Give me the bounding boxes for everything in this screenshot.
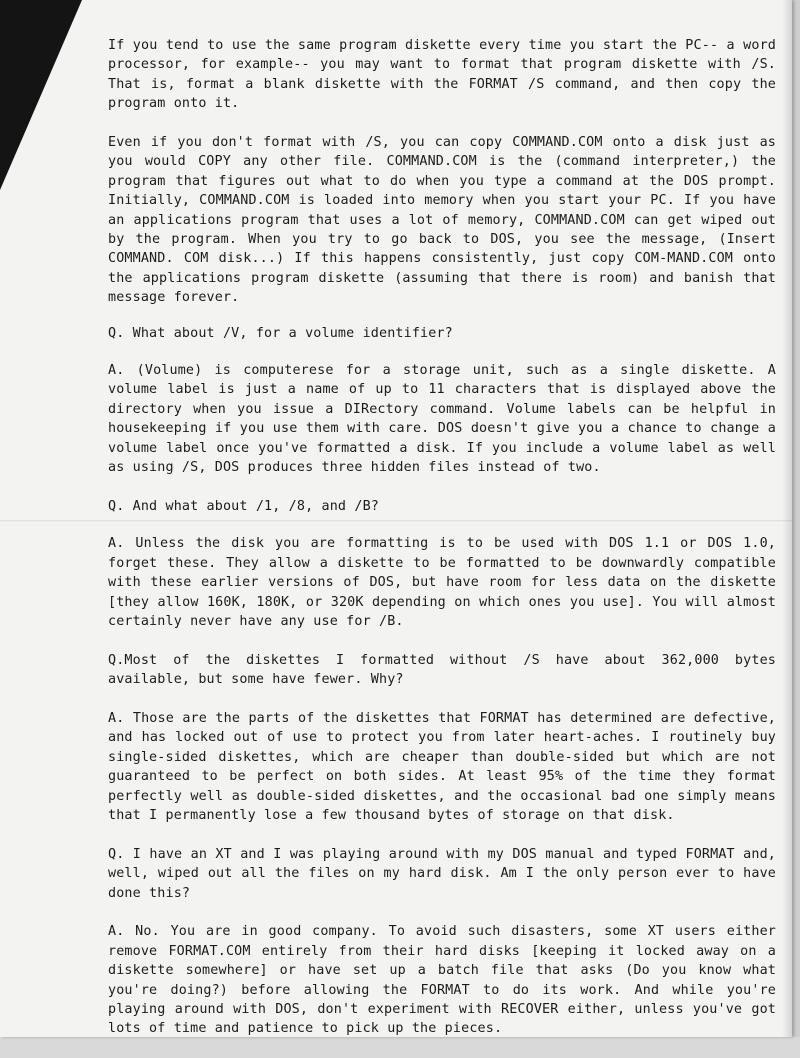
question-compat-switches: Q. And what about /1, /8, and /B? <box>108 498 379 514</box>
paragraph-command-com: Even if you don't format with /S, you can copy COMMAND.COM onto a disk just as you would COPY any other file. COMMAND.COM is the (command interpreter,) the program that figures out what to do when you type a command at the DOS prompt. Initially, COMMAND.COM is loaded into memory when you start your PC. If you have an applications program that uses a lot of memory, COMMAND.COM can get wiped out by the program. When you try to go back to DOS, you see the message, (Insert COMMAND. COM disk...) If this happens consistently, just copy COM-MAND.COM onto the applications program diskette (assuming that there is room) and banish that message forever. <box>108 135 776 306</box>
question-volume-switch: Q. What about /V, for a volume identifier? <box>108 325 453 341</box>
answer-hard-disk-format: A. No. You are in good company. To avoid such disasters, some XT users either remove FORMAT.COM entirely from their hard disks [keeping it locked away on a diskette somewhere] or have set up a batch file that asks (Do you know what you're doing?) before allowing the FORMAT to do its work. And while you're playing around with DOS, don't experiment with RECOVER either, unless you've got lots of time and patience to pick up the pieces. <box>108 924 776 1037</box>
question-hard-disk-format: Q. I have an XT and I was playing around with my DOS manual and typed FORMAT and, well, wiped out all the files on my hard disk. Am I the only person ever to have done this? <box>108 846 776 901</box>
answer-volume-switch: A. (Volume) is computerese for a storage unit, such as a single diskette. A volume label is just a name of up to 11 characters that is displayed above the directory when you issue a DIRectory command. Volume labels can be helpful in housekeeping if you use them with care. DOS doesn't give you a chance to change a volume label once you've formatted a disk. If you include a volume label as well as using /S, DOS produces three hidden files instead of two. <box>108 363 776 476</box>
answer-compat-switches: A. Unless the disk you are formatting is to be used with DOS 1.1 or DOS 1.0, forget these. They allow a diskette to be formatted to be downwardly compatible with these earlier versions of DOS, but have room for less data on the diskette [they allow 160K, 180K, or 320K depending on which ones you use]. You will almost certainly never have any use for /B. <box>108 536 776 629</box>
folded-corner <box>0 0 82 190</box>
question-bytes-available: Q.Most of the diskettes I formatted without /S have about 362,000 bytes available, but some have fewer. Why? <box>108 652 776 688</box>
answer-bytes-available: A. Those are the parts of the diskettes that FORMAT has determined are defective, and has locked out of use to protect you from later heart-aches. I routinely buy single-sided diskettes, which are cheaper than double-sided but which are not guaranteed to be perfect on both sides. At least 95% of the time they format perfectly well as double-sided diskettes, and the occasional bad one simply means that I permanently lose a few thousand bytes of storage on that disk. <box>108 710 776 823</box>
paragraph-program-diskette: If you tend to use the same program diskette every time you start the PC-- a word processor, for example-- you may want to format that program diskette with /S. That is, format a blank diskette with the FORMAT /S command, and then copy the program onto it. <box>108 38 776 112</box>
page-edge-shadow <box>782 0 792 1037</box>
document-body <box>108 36 776 1058</box>
